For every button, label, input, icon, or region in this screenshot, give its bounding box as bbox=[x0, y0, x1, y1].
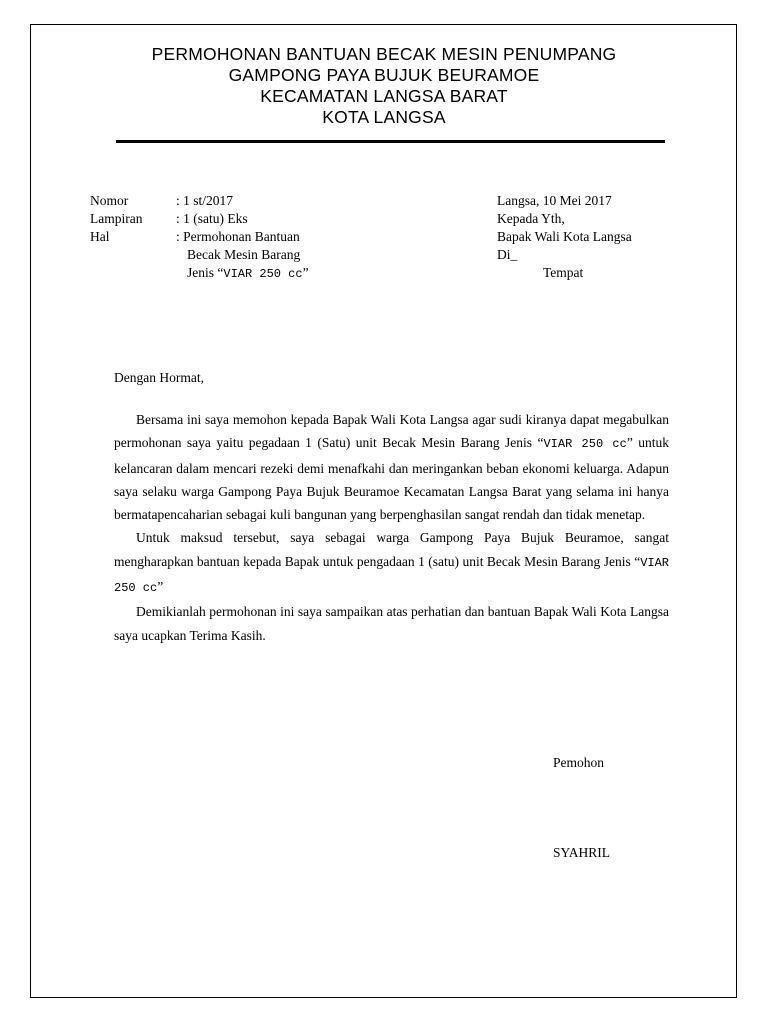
meta-values bbox=[176, 192, 309, 283]
hal-value-line-3 bbox=[176, 264, 309, 283]
lampiran-value: : 1 (satu) Eks bbox=[176, 211, 248, 226]
signer-title: Pemohon bbox=[553, 755, 605, 770]
recipient-kepada: Kepada Yth, bbox=[497, 211, 565, 226]
paragraph-2-model: VIAR 250 cc bbox=[114, 555, 669, 596]
hal-value-prefix: Jenis “ bbox=[187, 265, 224, 280]
paragraph-1-model: VIAR 250 cc bbox=[543, 437, 627, 452]
salutation: Dengan Hormat, bbox=[114, 370, 204, 385]
hal-label: Hal bbox=[90, 229, 110, 244]
recipient-block bbox=[497, 192, 632, 282]
letter-date: Langsa, 10 Mei 2017 bbox=[497, 193, 612, 208]
paragraph-2 bbox=[114, 526, 669, 600]
paragraph-2-part-a: Untuk maksud tersebut, saya sebagai warga Gampong Paya Bujuk Beuramoe, sangat mengharapkan bantuan kepada Bapak untuk pengadaan 1 (satu) unit Becak Mesin Barang Jenis “ bbox=[114, 530, 669, 569]
header-line-3: KECAMATAN LANGSA BARAT bbox=[260, 86, 508, 106]
hal-value-model: VIAR 250 cc bbox=[223, 267, 303, 281]
letter-header bbox=[0, 44, 768, 128]
hal-value-suffix: ” bbox=[302, 265, 309, 280]
recipient-tempat: Tempat bbox=[543, 265, 584, 280]
hal-value-line-1: : Permohonan Bantuan bbox=[176, 229, 300, 244]
meta-labels bbox=[90, 192, 142, 246]
header-line-4: KOTA LANGSA bbox=[322, 107, 446, 127]
letter-body bbox=[114, 408, 669, 647]
header-line-1: PERMOHONAN BANTUAN BECAK MESIN PENUMPANG bbox=[151, 44, 617, 64]
header-divider bbox=[116, 140, 665, 143]
signer-name: SYAHRIL bbox=[553, 845, 611, 860]
recipient-di: Di_ bbox=[497, 247, 518, 262]
hal-value-line-2: Becak Mesin Barang bbox=[187, 247, 301, 262]
paragraph-3: Demikianlah permohonan ini saya sampaikan atas perhatian dan bantuan Bapak Wali Kota Langsa saya ucapkan Terima Kasih. bbox=[114, 604, 669, 643]
paragraph-1-part-b: ” untuk kelancaran dalam mencari rezeki demi menafkahi dan meringankan beban ekonomi keluarga. Adapun saya selaku warga Gampong Paya Bujuk Beuramoe Kecamatan Langsa Barat yang selama ini hanya bermatapencaharian sebagai kuli bangunan yang berpenghasilan sangat rendah dan tidak menetap. bbox=[114, 435, 669, 523]
paragraph-2-part-b: ” bbox=[157, 579, 164, 595]
nomor-value: : 1 st/2017 bbox=[176, 193, 234, 208]
nomor-label: Nomor bbox=[90, 193, 129, 208]
paragraph-1-part-a: Bersama ini saya memohon kepada Bapak Wali Kota Langsa agar sudi kiranya dapat megabulkan permohonan saya yaitu pegadaan 1 (Satu) unit Becak Mesin Barang Jenis “ bbox=[114, 412, 669, 451]
paragraph-1 bbox=[114, 408, 669, 526]
recipient-name: Bapak Wali Kota Langsa bbox=[497, 229, 632, 244]
lampiran-label: Lampiran bbox=[90, 211, 143, 226]
header-line-2: GAMPONG PAYA BUJUK BEURAMOE bbox=[228, 65, 540, 85]
